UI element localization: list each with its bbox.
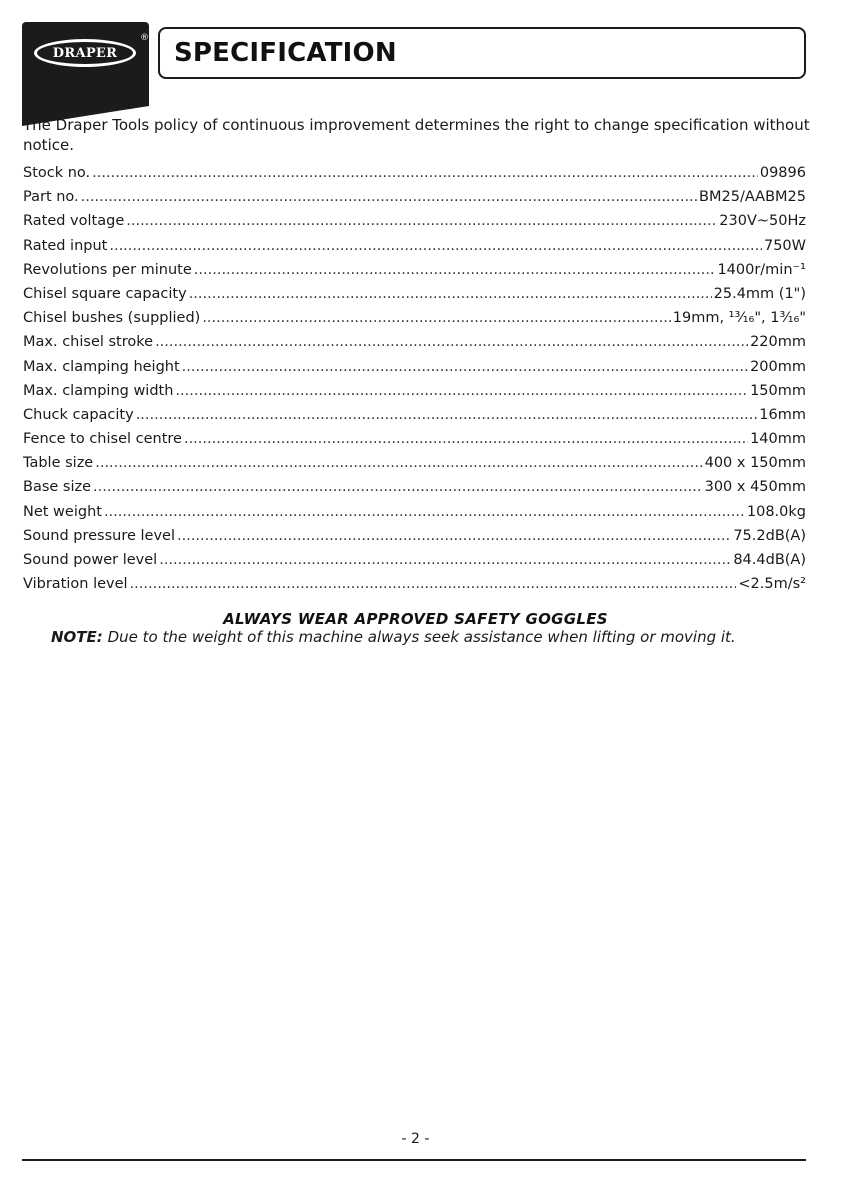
spec-label: Table size [23,455,94,472]
draper-logo [22,22,149,106]
spec-value: 108.0kg [746,503,806,520]
spec-value: 25.4mm (1") [713,285,806,302]
spec-label: Base size [23,479,92,496]
spec-label: Sound pressure level [23,527,175,544]
spec-value: 300 x 450mm [704,479,806,496]
intro-paragraph: The Draper Tools policy of continuous improvement determines the right to change specification without notice. [23,116,810,154]
spec-label: Chisel square capacity [23,285,187,302]
dot-leader [130,576,737,592]
spec-value: 230V~50Hz [719,213,806,230]
spec-value: 09896 [759,165,806,181]
dot-leader [126,213,717,229]
spec-label: Stock no. [23,165,91,181]
spec-label: Vibration level [23,576,128,593]
spec-value: 400 x 150mm [704,455,806,472]
spec-row-rated-input [23,238,806,262]
spec-value: 750W [763,237,806,254]
spec-value: 200mm [750,358,806,375]
spec-row-max-clamping-height [23,359,806,383]
dot-leader [104,504,745,520]
spec-value: 16mm [759,406,806,423]
page-number: - 2 - [401,1131,430,1147]
safety-warning: ALWAYS WEAR APPROVED SAFETY GOGGLES [223,610,608,628]
spec-label: Rated voltage [23,213,125,230]
spec-row-base-size [23,479,806,503]
spec-value: 150mm [750,382,806,399]
spec-row-net-weight [23,504,806,528]
dot-leader [189,286,712,302]
spec-row-max-clamping-width [23,383,806,407]
spec-value: 1400r/min⁻¹ [717,261,806,278]
spec-value: 84.4dB(A) [733,552,806,568]
dot-leader [202,310,670,326]
spec-row-sound-power-level [23,552,806,576]
spec-label: Part no. [23,189,79,206]
logo-brand-text: DRAPER [52,45,118,61]
spec-row-chisel-bushes [23,310,806,334]
spec-label: Net weight [23,503,102,520]
dot-leader [177,528,731,544]
spec-label: Revolutions per minute [23,261,192,278]
spec-row-sound-pressure-level [23,528,806,552]
note-text: Due to the weight of this machine always seek assistance when lifting or moving it. [102,628,736,646]
spec-label: Chisel bushes (supplied) [23,310,201,327]
spec-row-rpm [23,262,806,286]
spec-value: 140mm [750,431,806,448]
spec-label: Chuck capacity [23,406,134,423]
spec-label: Max. clamping height [23,358,180,375]
dot-leader [182,359,748,375]
dot-leader [155,334,748,350]
draper-logo-badge [34,39,136,67]
dot-leader [136,407,758,423]
spec-value: BM25/AABM25 [699,189,806,206]
spec-row-stock-no [23,165,806,189]
spec-value: 220mm [750,334,806,351]
dot-leader [159,552,731,568]
note-paragraph [51,628,811,646]
spec-label: Fence to chisel centre [23,431,182,448]
spec-value: <2.5m/s² [738,576,806,593]
spec-row-max-chisel-stroke [23,334,806,358]
dot-leader [194,262,716,278]
spec-row-part-no [23,189,806,213]
dot-leader [81,189,697,205]
spec-list [23,165,806,600]
spec-label: Sound power level [23,552,158,568]
spec-row-chuck-capacity [23,407,806,431]
spec-row-table-size [23,455,806,479]
spec-label: Max. chisel stroke [23,334,154,351]
dot-leader [109,238,762,254]
dot-leader [184,431,748,447]
page-title: SPECIFICATION [174,38,397,68]
spec-label: Max. clamping width [23,382,174,399]
footer-rule [22,1159,806,1161]
spec-value: 19mm, ¹³⁄₁₆", 1³⁄₁₆" [672,310,806,327]
dot-leader [95,455,702,471]
dot-leader [93,479,703,495]
dot-leader [175,383,748,399]
dot-leader [92,165,758,181]
title-box [158,27,806,79]
registered-mark: ® [140,33,149,43]
spec-row-vibration-level [23,576,806,600]
note-label: NOTE: [51,628,103,646]
spec-row-chisel-square-capacity [23,286,806,310]
spec-label: Rated input [23,237,108,254]
spec-row-fence-to-chisel-centre [23,431,806,455]
spec-value: 75.2dB(A) [733,527,806,544]
spec-row-rated-voltage [23,213,806,237]
